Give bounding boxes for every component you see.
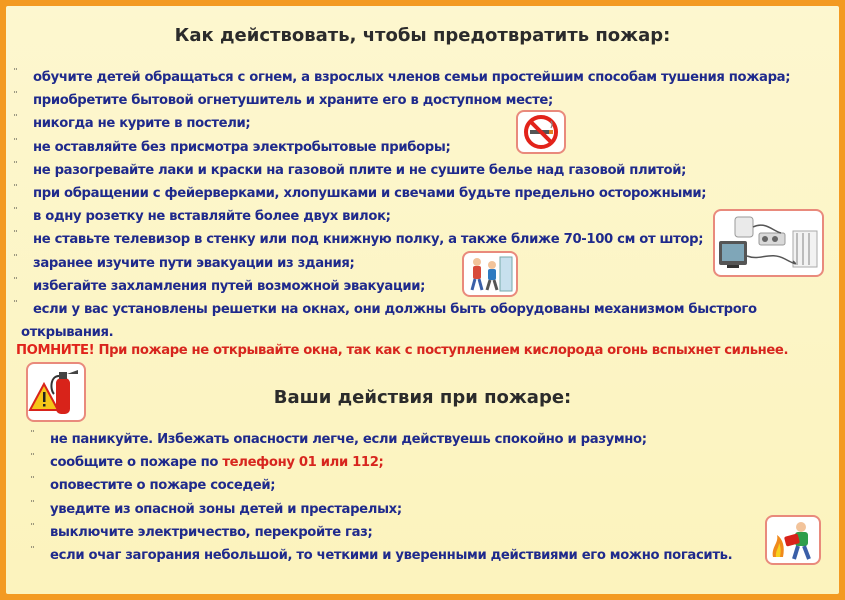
bullet-marker: ¨ <box>13 253 18 265</box>
section-title-prevention: Как действовать, чтобы предотвратить пожар: <box>174 25 671 46</box>
section-title-actions: Ваши действия при пожаре: <box>273 387 572 408</box>
list-item: ¨ не оставляйте без присмотра электробытовые приборы; <box>33 139 790 162</box>
bullet-marker: ¨ <box>13 160 18 172</box>
actions-list <box>30 430 733 570</box>
list-item: ¨ заранее изучите пути эвакуации из здания; <box>33 255 790 278</box>
list-item: ¨ приобретите бытовой огнетушитель и храните его в доступном месте; <box>33 92 790 115</box>
phone-number: телефону 01 или 112; <box>222 455 384 471</box>
bullet-marker: ¨ <box>13 207 18 219</box>
fire-extinguisher-warning-icon <box>26 362 86 422</box>
bullet-marker: ¨ <box>30 453 35 465</box>
list-item: ¨ если у вас установлены решетки на окнах, они должны быть оборудованы механизмом быстрого <box>33 301 790 324</box>
list-item: ¨ сообщите о пожаре по телефону 01 или 112; <box>50 454 732 477</box>
list-item: ¨ не ставьте телевизор в стенку или под книжную полку, а также ближе 70-100 см от штор; <box>33 231 790 254</box>
list-item: ¨ при обращении с фейерверками, хлопушками и свечами будьте предельно осторожными; <box>33 185 790 208</box>
list-item: ¨ уведите из опасной зоны детей и престарелых; <box>50 501 732 524</box>
list-item: ¨ избегайте захламления путей возможной эвакуации; <box>33 278 790 301</box>
firefighting-person-icon <box>765 515 821 565</box>
electrical-appliances-icon <box>713 209 824 277</box>
bullet-marker: ¨ <box>30 545 35 557</box>
bullet-marker: ¨ <box>13 68 18 79</box>
bullet-marker: ¨ <box>30 476 35 488</box>
prevention-list <box>13 68 791 347</box>
list-item: ¨ если очаг загорания небольшой, то четкими и уверенными действиями его можно погасить. <box>50 547 732 570</box>
list-item: ¨ в одну розетку не вставляйте более двух вилок; <box>33 208 790 231</box>
list-item: ¨ никогда не курите в постели; <box>33 115 790 138</box>
bullet-marker: ¨ <box>13 230 18 242</box>
bullet-marker: ¨ <box>30 499 35 511</box>
bullet-marker: ¨ <box>30 522 35 534</box>
evacuation-icon <box>462 251 518 297</box>
warning-lead: ПОМНИТЕ! <box>16 343 95 358</box>
warning-text: При пожаре не открывайте окна, так как с поступлением кислорода огонь вспыхнет сильнее. <box>98 343 789 358</box>
bullet-marker: ¨ <box>13 299 18 311</box>
list-item: ¨ не паникуйте. Избежать опасности легче, если действуешь спокойно и разумно; <box>50 431 732 454</box>
list-item: ¨ оповестите о пожаре соседей; <box>50 477 732 500</box>
bullet-marker: ¨ <box>13 137 18 149</box>
bullet-marker: ¨ <box>13 91 18 103</box>
bullet-marker: ¨ <box>13 276 18 288</box>
list-item-continuation: открывания. <box>21 325 114 341</box>
bullet-marker: ¨ <box>30 430 35 441</box>
bullet-marker: ¨ <box>13 114 18 126</box>
list-item: ¨ выключите электричество, перекройте газ; <box>50 524 732 547</box>
warning-note <box>16 343 788 358</box>
no-smoking-icon <box>516 110 566 154</box>
list-item: ¨ не разогревайте лаки и краски на газовой плите и не сушите белье над газовой плитой; <box>33 162 790 185</box>
list-item: ¨ обучите детей обращаться с огнем, а взрослых членов семьи простейшим способам тушения пожара; <box>33 69 790 92</box>
bullet-marker: ¨ <box>13 183 18 195</box>
